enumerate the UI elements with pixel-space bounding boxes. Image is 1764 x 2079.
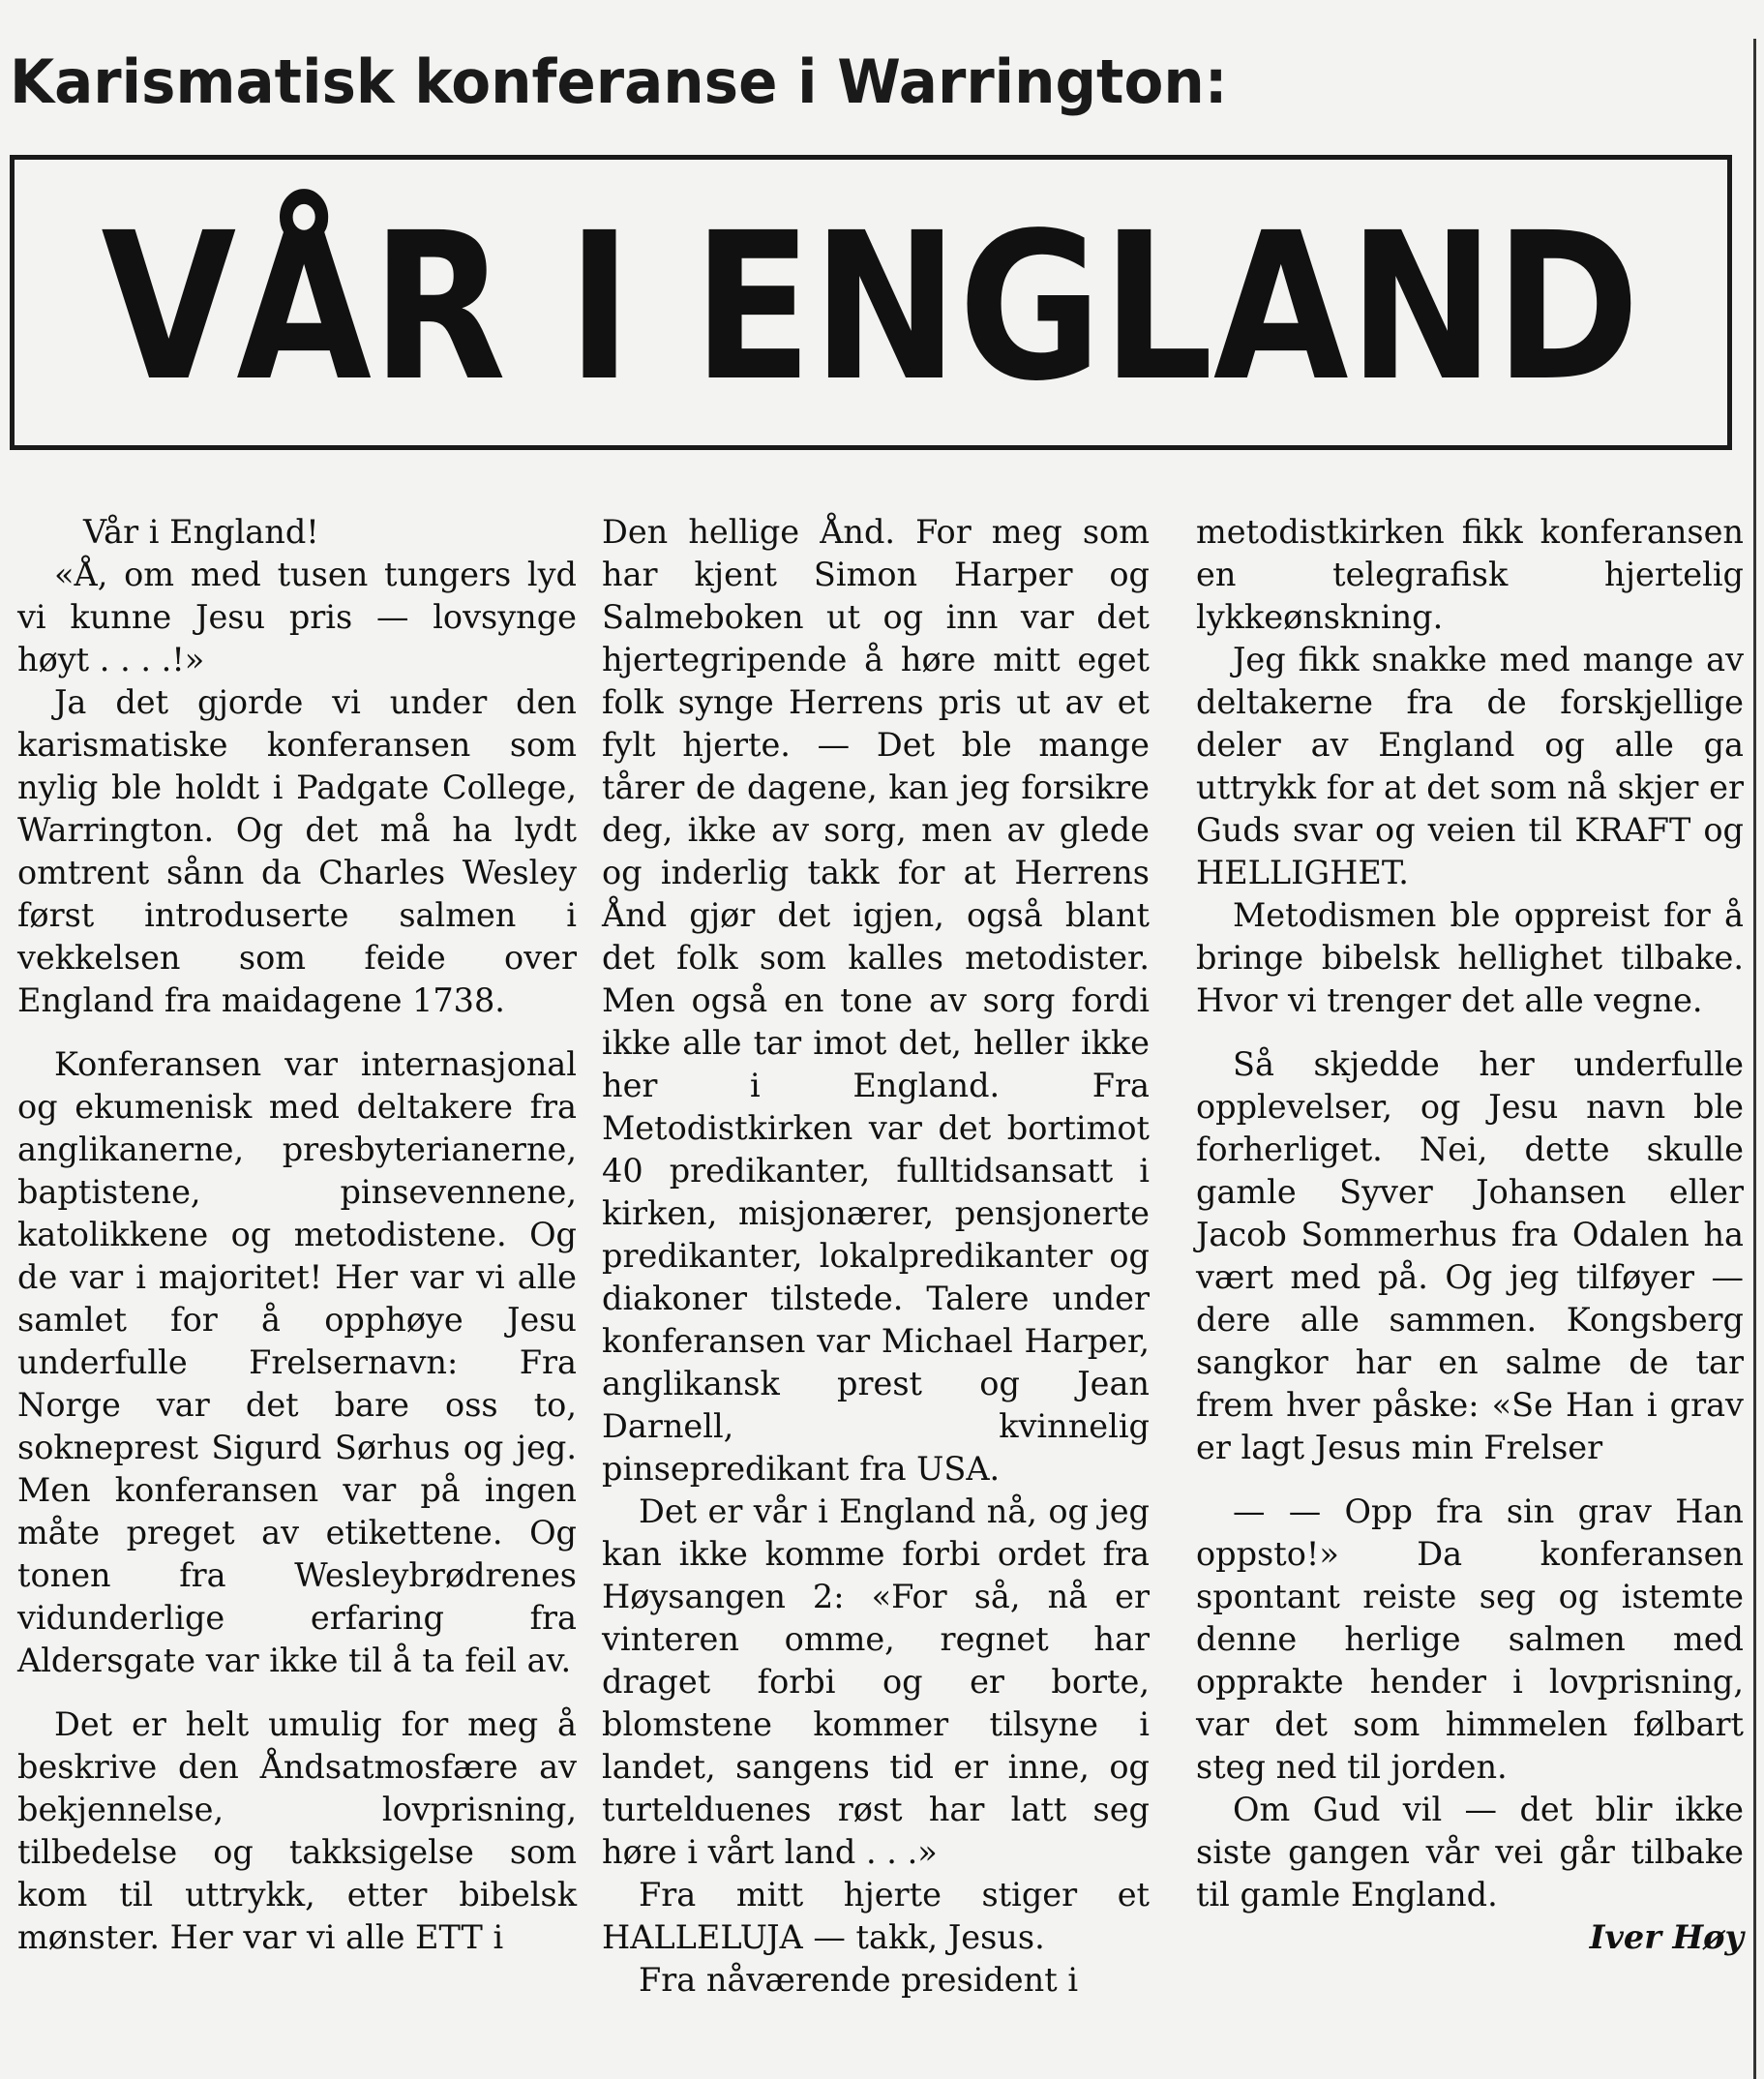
paragraph: Fra nåværende president i bbox=[639, 1961, 1079, 1999]
paragraph: «Å, om med tusen tungers lyd vi kunne Jesu pris — lovsynge høyt . . . .!» bbox=[17, 556, 577, 678]
kicker-heading: Karismatisk konferanse i Warrington: bbox=[10, 46, 1228, 117]
paragraph: metodistkirken fikk konferansen en telegrafisk hjertelig lykkeønskning. bbox=[1196, 513, 1744, 636]
paragraph: Jeg fikk snakke med mange av deltakerne fra de forskjellige deler av England og alle ga uttrykk for at det som nå skjer er Guds svar og veien til KRAFT og HELLIGHET. bbox=[1196, 641, 1744, 891]
paragraph: Vår i England! bbox=[83, 513, 319, 551]
paragraph: Den hellige Ånd. For meg som har kjent Simon Harper og Salmeboken ut og inn var det hjertegripende å høre mitt eget folk synge Herrens pris ut av et fylt hjerte. — Det ble mange tårer de dagene, kan jeg forsikre deg, ikke av sorg, men av glede og inderlig takk for at Herrens Ånd gjør det igjen, også blant det folk som kalles metodister. Men også en tone av sorg fordi ikke alle tar imot det, heller ikke her i England. Fra Metodistkirken var det bortimot 40 predikanter, fulltidsansatt i kirken, misjonærer, pensjonerte predikanter, lokalpredikanter og diakoner tilstede. Talere under konferansen var Michael Harper, anglikansk prest og Jean Darnell, kvinnelig pinsepredikant fra USA. bbox=[602, 513, 1150, 1488]
headline-box bbox=[10, 155, 1732, 450]
paragraph: Det er helt umulig for meg å beskrive den Åndsatmosfære av bekjennelse, lovprisning, tilbedelse og takksigelse som kom til uttrykk, etter bibelsk mønster. Her var vi alle ETT i bbox=[17, 1705, 577, 1956]
column-rule bbox=[1753, 39, 1756, 2079]
article-column-1 bbox=[17, 511, 577, 1959]
paragraph: Fra mitt hjerte stiger et HALLELUJA — takk, Jesus. bbox=[602, 1876, 1150, 1956]
article-column-2 bbox=[602, 511, 1150, 2002]
paragraph: Det er vår i England nå, og jeg kan ikke komme forbi ordet fra Høysangen 2: «For så, nå er vinteren omme, regnet har draget forbi og er borte, blomstene kommer tilsyne i landet, sangens tid er inne, og turtelduenes røst har latt seg høre i vårt land . . .» bbox=[602, 1492, 1150, 1871]
headline: VÅR I ENGLAND bbox=[101, 188, 1641, 426]
paragraph: — — Opp fra sin grav Han oppsto!» Da konferansen spontant reiste seg og istemte denne herlige salmen med opprakte hender i lovprisning, var det som himmelen følbart steg ned til jorden. bbox=[1196, 1492, 1744, 1786]
byline: Iver Høy bbox=[1589, 1918, 1744, 1956]
paragraph: Ja det gjorde vi under den karismatiske konferansen som nylig ble holdt i Padgate College, Warrington. Og det må ha lydt omtrent sånn da Charles Wesley først introduserte salmen i vekkelsen som feide over England fra maidagene 1738. bbox=[17, 683, 577, 1019]
article-column-3 bbox=[1196, 511, 1744, 1959]
paragraph: Om Gud vil — det blir ikke siste gangen vår vei går tilbake til gamle England. bbox=[1196, 1791, 1744, 1913]
paragraph: Metodismen ble oppreist for å bringe bibelsk hellighet tilbake. Hvor vi trenger det alle vegne. bbox=[1196, 896, 1744, 1019]
paragraph: Konferansen var internasjonal og ekumenisk med deltakere fra anglikanerne, presbyterianerne, baptistene, pinsevennene, katolikkene og metodistene. Og de var i majoritet! Her var vi alle samlet for å opphøye Jesu underfulle Frelsernavn: Fra Norge var det bare oss to, sokneprest Sigurd Sørhus og jeg. Men konferansen var på ingen måte preget av etikettene. Og tonen fra Wesleybrødrenes vidunderlige erfaring fra Aldersgate var ikke til å ta feil av. bbox=[17, 1045, 577, 1679]
paragraph: Så skjedde her underfulle opplevelser, og Jesu navn ble forherliget. Nei, dette skulle gamle Syver Johansen eller Jacob Sommerhus fra Odalen ha vært med på. Og jeg tilføyer — dere alle sammen. Kongsberg sangkor har en salme de tar frem hver påske: «Se Han i grav er lagt Jesus min Frelser bbox=[1196, 1045, 1744, 1466]
